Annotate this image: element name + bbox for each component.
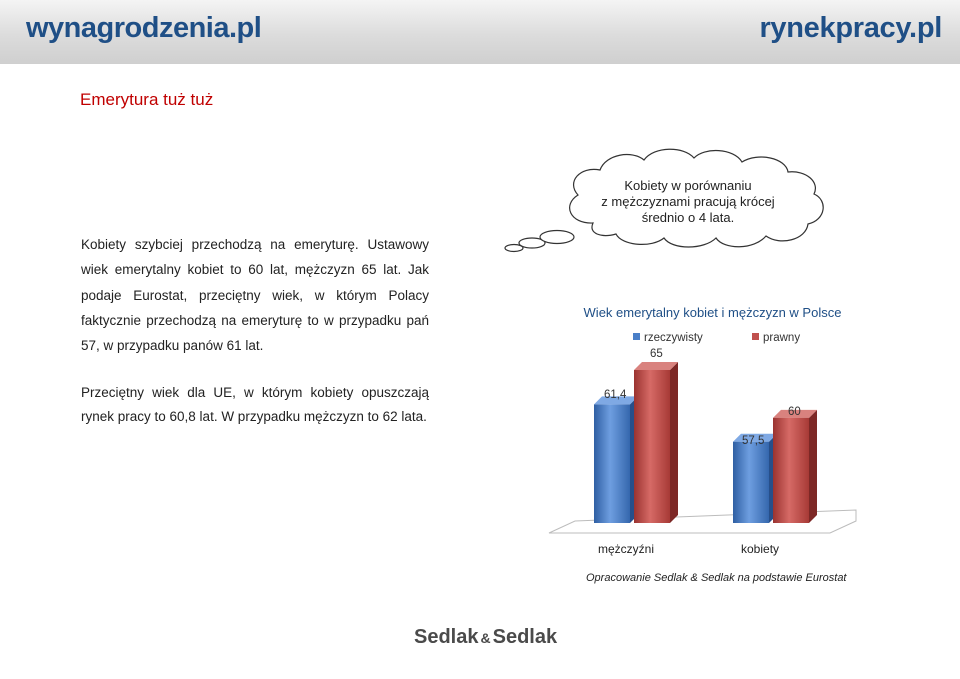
body-paragraph-1: Kobiety szybciej przechodzą na emeryturę. Ustawowy wiek emerytalny kobiet to 60 lat, mężczyzn 65 lat. Jak podaje Eurostat, przeciętny wiek, w którym Polacy faktycznie przechodzą na emeryturę to w przypadku pań 57, w przypadku panów 61 lat. [81,237,429,354]
callout-line-1: Kobiety w porównaniu [624,178,752,193]
callout-text [600,178,776,226]
chart-source-note: Opracowanie Sedlak & Sedlak na podstawie Eurostat [586,572,847,584]
data-label-mezczyzni-rzeczywisty: 61,4 [604,389,627,401]
legend-label-rzeczywisty: rzeczywisty [644,332,703,344]
bar-mezczyzni-prawny [634,362,678,523]
callout-line-3: średnio o 4 lata. [641,210,735,225]
bar-kobiety-rzeczywisty [733,434,777,523]
body-paragraph-2: Przeciętny wiek dla UE, w którym kobiety opuszczają rynek pracy to 60,8 lat. W przypadku mężczyzn to 62 lata. [81,385,429,424]
category-label-mezczyzni: mężczyźni [598,542,655,556]
legend-item-rzeczywisty [633,332,703,344]
callout-line-2: z mężczyznami pracują krócej [601,194,775,209]
slide-title: Emerytura tuż tuż [80,90,214,109]
footer-ampersand: & [480,630,491,646]
data-label-mezczyzni-prawny: 65 [650,348,663,360]
legend-swatch-blue [633,333,640,340]
brand-logo-rynekpracy[interactable]: rynekpracy.pl [759,12,942,44]
legend-swatch-red [752,333,759,340]
bar-kobiety-prawny [773,410,817,523]
legend-item-prawny [752,332,800,344]
chart-title: Wiek emerytalny kobiet i mężczyzn w Polsce [583,305,842,320]
data-label-kobiety-rzeczywisty: 57,5 [742,435,765,447]
legend-label-prawny: prawny [763,332,801,344]
brand-logo-wynagrodzenia[interactable]: wynagrodzenia.pl [26,12,262,44]
footer-name-b: Sedlak [492,626,558,648]
footer-logo-sedlak [414,626,557,649]
data-label-kobiety-prawny: 60 [788,406,801,418]
bar-mezczyzni-rzeczywisty [594,396,638,523]
category-label-kobiety: kobiety [741,542,780,556]
footer-name-a: Sedlak [414,626,479,648]
